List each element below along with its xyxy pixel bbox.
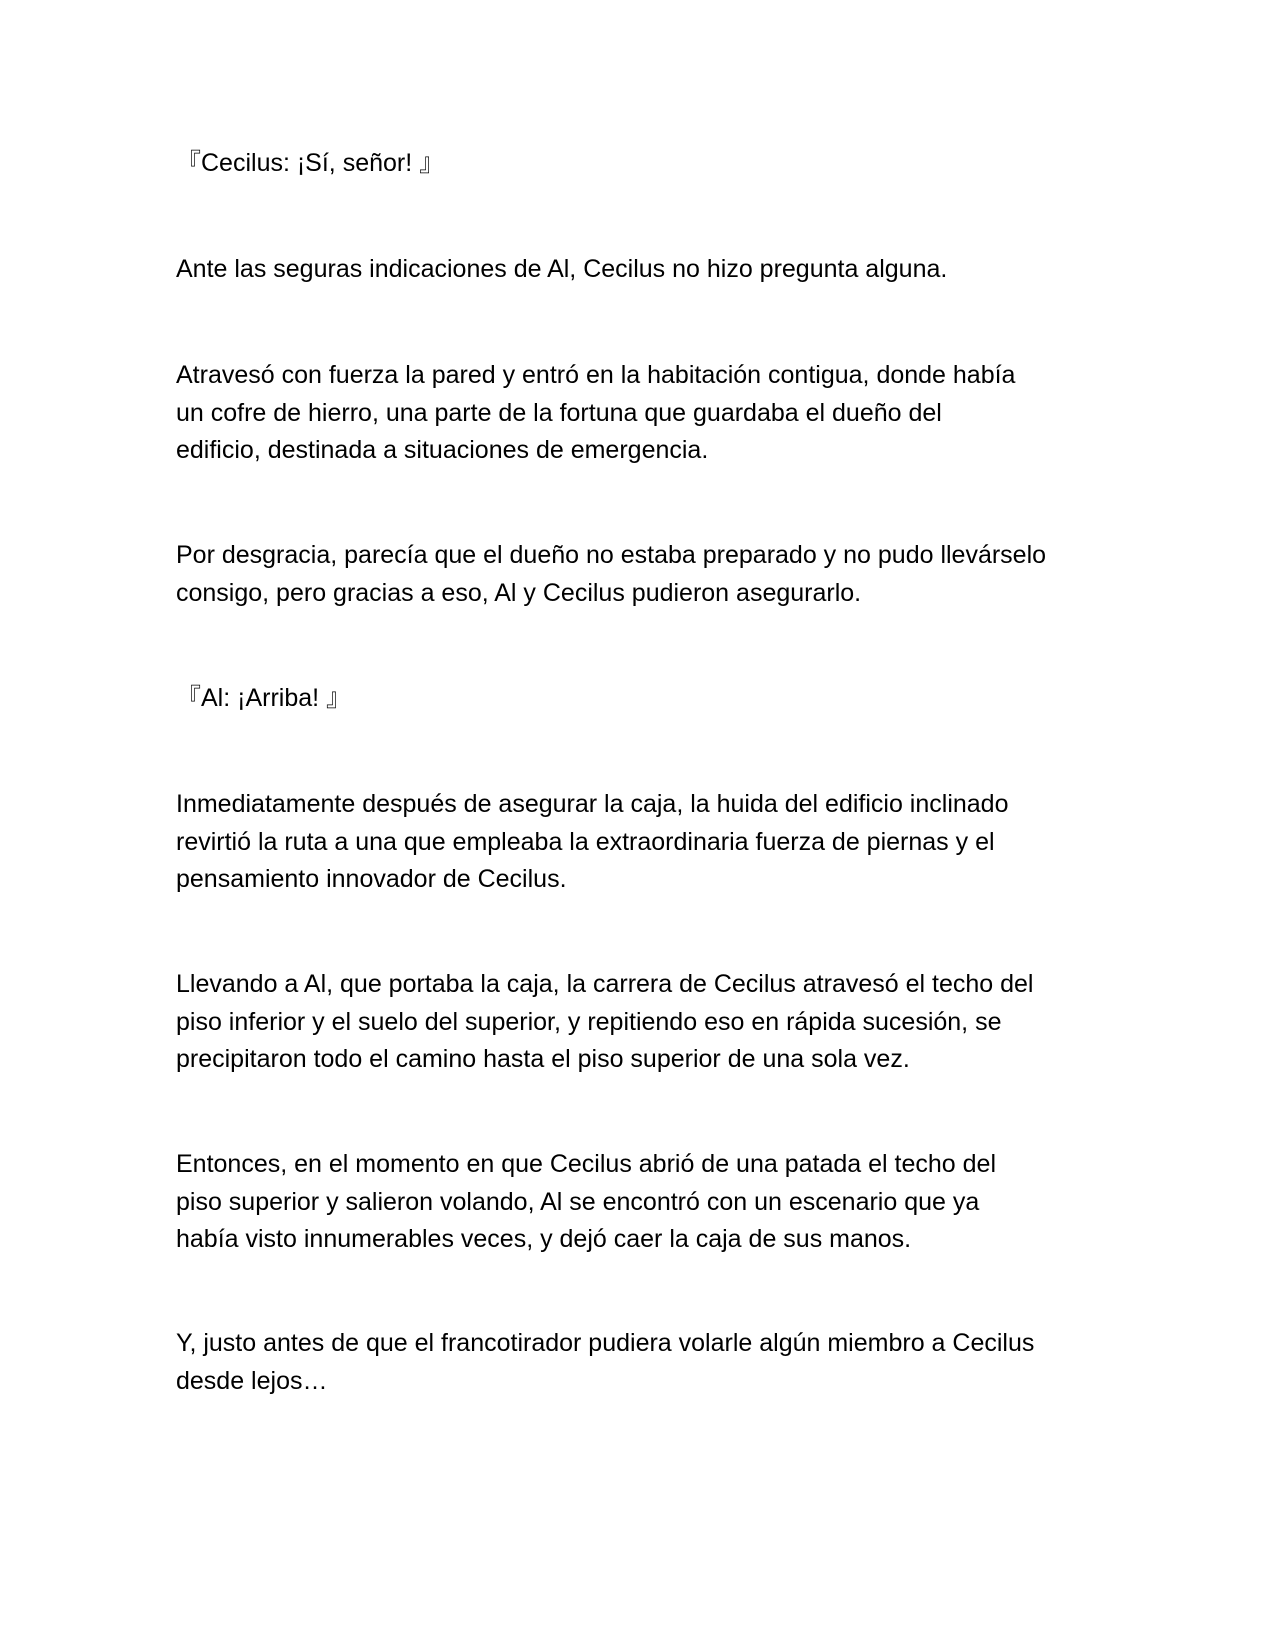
text-line: piso superior y salieron volando, Al se encontró con un escenario que ya bbox=[176, 1187, 980, 1216]
dialogue-al bbox=[176, 680, 1106, 718]
text-line: Entonces, en el momento en que Cecilus abrió de una patada el techo del bbox=[176, 1150, 996, 1178]
paragraph-4 bbox=[176, 786, 1106, 899]
text-line: edificio, destinada a situaciones de emergencia. bbox=[176, 436, 709, 464]
text-line: consigo, pero gracias a eso, Al y Cecilus pudieron asegurarlo. bbox=[176, 578, 862, 607]
text-line: desde lejos… bbox=[176, 1366, 328, 1395]
text-line: revirtió la ruta a una que empleaba la extraordinaria fuerza de piernas y el bbox=[176, 827, 995, 856]
paragraph-3 bbox=[176, 537, 1106, 612]
text-line: un cofre de hierro, una parte de la fortuna que guardaba el dueño del bbox=[176, 398, 942, 427]
text-line: piso inferior y el suelo del superior, y repitiendo eso en rápida sucesión, se bbox=[176, 1007, 1002, 1036]
text-line: Ante las seguras indicaciones de Al, Cecilus no hizo pregunta alguna. bbox=[176, 255, 948, 283]
paragraph-6 bbox=[176, 1146, 1106, 1259]
text-line: Llevando a Al, que portaba la caja, la carrera de Cecilus atravesó el techo del bbox=[176, 970, 1034, 998]
text-line: precipitaron todo el camino hasta el piso superior de una sola vez. bbox=[176, 1045, 910, 1073]
paragraph-5 bbox=[176, 966, 1106, 1079]
paragraph-7 bbox=[176, 1325, 1106, 1400]
text-line: 『Al: ¡Arriba! 』 bbox=[176, 684, 352, 712]
text-line: pensamiento innovador de Cecilus. bbox=[176, 865, 567, 893]
text-line: había visto innumerables veces, y dejó caer la caja de sus manos. bbox=[176, 1225, 912, 1253]
text-line: 『Cecilus: ¡Sí, señor! 』 bbox=[176, 149, 445, 177]
text-line: Y, justo antes de que el francotirador pudiera volarle algún miembro a Cecilus bbox=[176, 1329, 1035, 1357]
paragraph-2 bbox=[176, 357, 1106, 470]
text-line: Inmediatamente después de asegurar la caja, la huida del edificio inclinado bbox=[176, 790, 1009, 818]
text-line: Atravesó con fuerza la pared y entró en la habitación contigua, donde había bbox=[176, 361, 1016, 389]
text-line: Por desgracia, parecía que el dueño no estaba preparado y no pudo llevárselo bbox=[176, 541, 1047, 569]
dialogue-cecilus bbox=[176, 145, 1106, 183]
paragraph-1 bbox=[176, 251, 1106, 289]
